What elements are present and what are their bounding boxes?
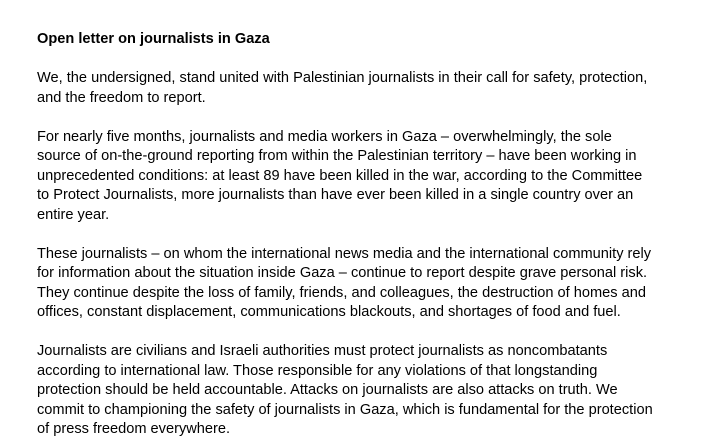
text-line: protection should be held accountable. Attacks on journalists are also attacks on truth. We: [37, 382, 618, 398]
text-line: They continue despite the loss of family, friends, and colleagues, the destruction of homes and: [37, 284, 646, 301]
paragraph-conditions: [37, 128, 677, 226]
paragraph-solidarity: [37, 69, 677, 108]
text-line: entire year.: [37, 206, 110, 223]
text-line: of press freedom everywhere.: [37, 421, 231, 437]
text-line: unprecedented conditions: at least 89 have been killed in the war, according to the Committee: [37, 167, 643, 184]
document-title: Open letter on journalists in Gaza: [37, 31, 270, 47]
text-line: Journalists are civilians and Israeli authorities must protect journalists as noncombatants: [37, 343, 608, 359]
text-line: These journalists – on whom the international news media and the international community rely: [37, 245, 652, 262]
text-line: offices, constant displacement, communications blackouts, and shortages of food and fuel.: [37, 304, 621, 320]
paragraph-protection: [37, 342, 677, 440]
text-line: for information about the situation inside Gaza – continue to report despite grave personal risk.: [37, 265, 648, 281]
text-line: commit to championing the safety of journalists in Gaza, which is fundamental for the protection: [37, 401, 653, 418]
text-line: to Protect Journalists, more journalists than have ever been killed in a single country over an: [37, 187, 634, 203]
text-line: We, the undersigned, stand united with Palestinian journalists in their call for safety, protection,: [37, 70, 648, 86]
text-line: For nearly five months, journalists and media workers in Gaza – overwhelmingly, the sole: [37, 128, 612, 145]
paragraph-risk: [37, 245, 677, 323]
document: [37, 30, 677, 440]
text-line: source of on-the-ground reporting from within the Palestinian territory – have been working in: [37, 148, 637, 164]
text-line: and the freedom to report.: [37, 89, 206, 106]
text-line: according to international law. Those responsible for any violations of that longstanding: [37, 362, 598, 379]
